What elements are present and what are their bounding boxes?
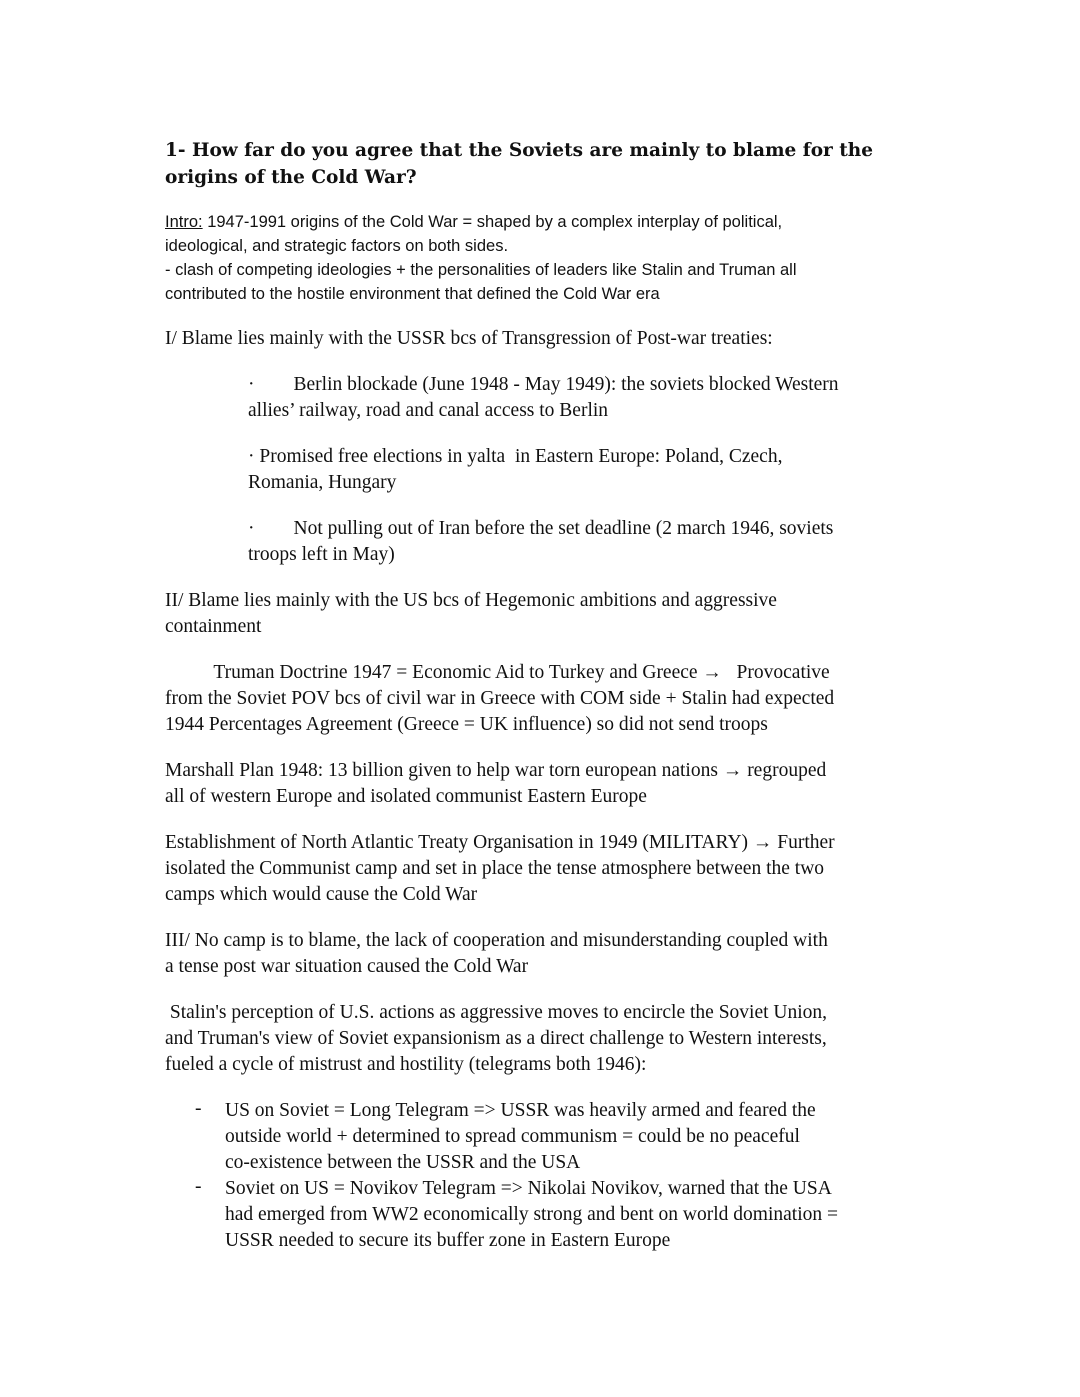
- section1-heading: [165, 326, 773, 352]
- nato-paragraph: [165, 830, 835, 908]
- bullet-line: allies’ railway, road and canal access to Berlin: [248, 400, 609, 421]
- heading-line: II/ Blame lies mainly with the US bcs of Hegemonic ambitions and aggressive: [165, 590, 777, 611]
- list-line: Soviet on US = Novikov Telegram => Nikolai Novikov, warned that the USA: [225, 1178, 832, 1199]
- intro-line: contributed to the hostile environment that defined the Cold War era: [165, 285, 660, 303]
- paragraph-line: Marshall Plan 1948: 13 billion given to help war torn european nations → regrouped: [165, 760, 827, 781]
- bullet-line: troops left in May): [248, 544, 395, 565]
- paragraph-line: 1944 Percentages Agreement (Greece = UK influence) so did not send troops: [165, 714, 768, 735]
- paragraph-line: isolated the Communist camp and set in place the tense atmosphere between the two: [165, 858, 825, 879]
- mistrust-paragraph: [165, 1000, 827, 1078]
- heading-line: I/ Blame lies mainly with the USSR bcs of Transgression of Post-war treaties:: [165, 328, 773, 349]
- question-title: [165, 137, 873, 191]
- heading-line: III/ No camp is to blame, the lack of cooperation and misunderstanding coupled with: [165, 930, 828, 951]
- list-line: outside world + determined to spread communism = could be no peaceful: [225, 1126, 800, 1147]
- list-line: had emerged from WW2 economically strong and bent on world domination =: [225, 1204, 839, 1225]
- dash-marker: -: [195, 1176, 202, 1197]
- section2-heading: [165, 588, 777, 640]
- bullet-item: [248, 444, 782, 496]
- title-line: 1- How far do you agree that the Soviets are mainly to blame for the: [165, 140, 873, 161]
- marshall-plan-paragraph: [165, 758, 826, 810]
- paragraph-line: camps which would cause the Cold War: [165, 884, 478, 905]
- bullet-item: [248, 372, 839, 424]
- heading-line: containment: [165, 616, 262, 637]
- paragraph-line: Establishment of North Atlantic Treaty Organisation in 1949 (MILITARY) → Further: [165, 832, 835, 853]
- intro-paragraph: [165, 210, 796, 306]
- paragraph-line: Stalin's perception of U.S. actions as aggressive moves to encircle the Soviet Union,: [165, 1002, 828, 1023]
- heading-line: a tense post war situation caused the Cold War: [165, 956, 529, 977]
- section3-heading: [165, 928, 828, 980]
- paragraph-line: from the Soviet POV bcs of civil war in Greece with COM side + Stalin had expected: [165, 688, 835, 709]
- truman-doctrine-paragraph: [165, 660, 834, 738]
- intro-line: 1947-1991 origins of the Cold War = shaped by a complex interplay of political,: [202, 213, 783, 231]
- list-item: [165, 1098, 925, 1178]
- list-line: USSR needed to secure its buffer zone in Eastern Europe: [225, 1230, 671, 1251]
- paragraph-line: fueled a cycle of mistrust and hostility (telegrams both 1946):: [165, 1054, 647, 1075]
- paragraph-line: all of western Europe and isolated communist Eastern Europe: [165, 786, 647, 807]
- list-item: [165, 1176, 925, 1256]
- paragraph-line: and Truman's view of Soviet expansionism as a direct challenge to Western interests,: [165, 1028, 827, 1049]
- list-line: co-existence between the USSR and the USA: [225, 1152, 581, 1173]
- dash-marker: -: [195, 1098, 202, 1119]
- bullet-line: · Berlin blockade (June 1948 - May 1949): the soviets blocked Western: [248, 374, 839, 395]
- bullet-item: [248, 516, 833, 568]
- intro-label: Intro:: [165, 213, 203, 231]
- bullet-line: · Promised free elections in yalta in Eastern Europe: Poland, Czech,: [248, 446, 783, 467]
- bullet-line: Romania, Hungary: [248, 472, 397, 493]
- paragraph-line: Truman Doctrine 1947 = Economic Aid to Turkey and Greece → Provocative: [165, 662, 830, 683]
- bullet-line: · Not pulling out of Iran before the set deadline (2 march 1946, soviets: [248, 518, 834, 539]
- intro-line: ideological, and strategic factors on both sides.: [165, 237, 509, 255]
- list-line: US on Soviet = Long Telegram => USSR was heavily armed and feared the: [225, 1100, 816, 1121]
- title-line: origins of the Cold War?: [165, 167, 417, 188]
- intro-line: - clash of competing ideologies + the personalities of leaders like Stalin and Truman all: [165, 261, 797, 279]
